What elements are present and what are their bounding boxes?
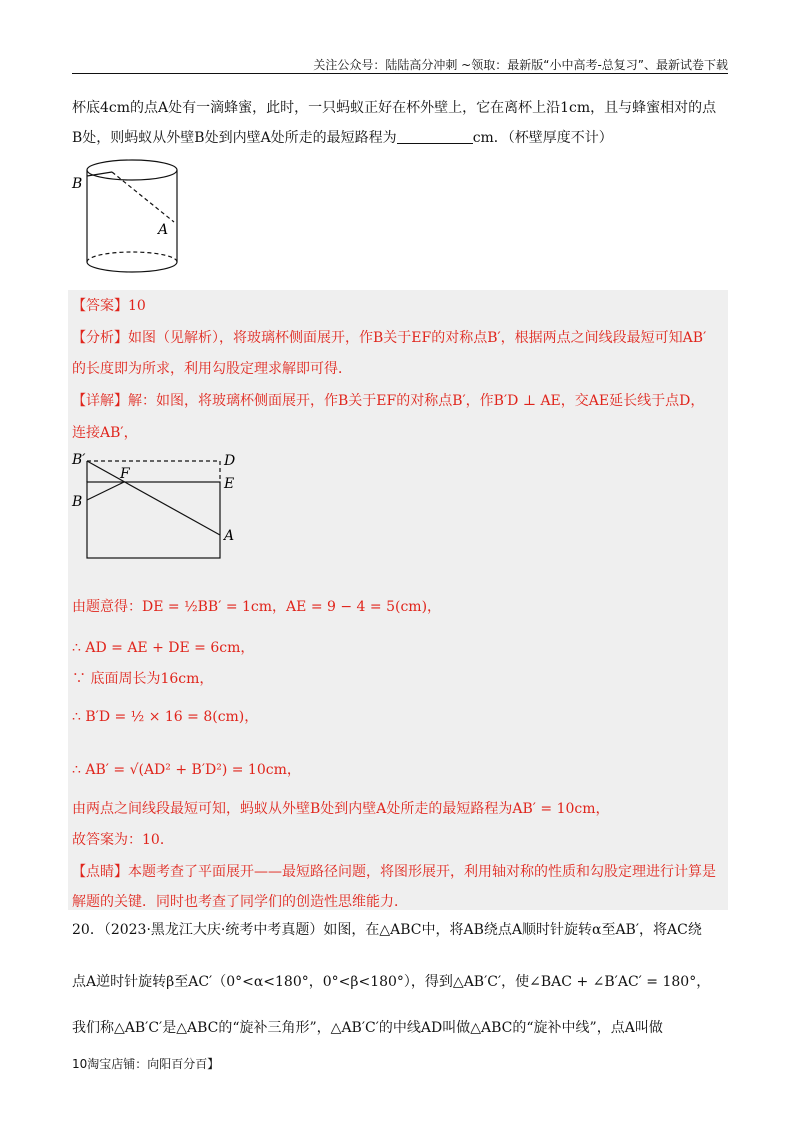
point-d-label: D <box>224 453 236 469</box>
cylinder-figure <box>70 150 190 280</box>
cylinder-bottom-back <box>87 252 177 262</box>
equation-4: ∴ B′D = ½ × 16 = 8(cm)， <box>72 709 259 725</box>
answer-blank <box>397 129 473 144</box>
point-f-label: F <box>120 466 130 482</box>
problem-20-line-2: 点A逆时针旋转β至AC′（0°<α<180°，0°<β<180°），得到△AB′C′，使∠BAC + ∠B′AC′ = 180°， <box>72 974 711 990</box>
segment-bprime-a <box>87 461 220 535</box>
comment-line-1: 【点睛】本题考查了平面展开——最短路径问题，将图形展开，利用轴对称的性质和勾股定理进行计算是 <box>72 864 716 880</box>
page-footer: 10淘宝店铺：向阳百分百】 <box>72 1057 220 1071</box>
final-answer-line: 故答案为：10． <box>72 832 174 848</box>
point-b2-label: B <box>72 494 83 510</box>
equation-2: ∴ AD = AE + DE = 6cm， <box>72 640 255 656</box>
point-bprime-label: B′ <box>72 452 86 468</box>
unfolded-rectangle <box>87 482 220 558</box>
point-a2-label: A <box>224 528 235 544</box>
comment-line-2: 解题的关键．同时也考查了同学们的创造性思维能力． <box>72 894 408 910</box>
conclusion-line: 由两点之间线段最短可知，蚂蚁从外壁B处到内壁A处所走的最短路程为AB′ = 10cm， <box>72 801 610 817</box>
point-b-label: B <box>72 176 83 192</box>
detail-line-2: 连接AB′， <box>72 425 138 441</box>
point-a-label: A <box>158 222 169 238</box>
problem-20-line-1: 20．（2023·黑龙江大庆·统考中考真题）如图，在△ABC中，将AB绕点A顺时针旋转α至AB′，将AC绕 <box>72 922 702 938</box>
equation-5: ∴ AB′ = √(AD² + B′D²) = 10cm， <box>72 762 301 778</box>
problem-line-1: 杯底4cm的点A处有一滴蜂蜜，此时，一只蚂蚁正好在杯外壁上，它在离杯上沿1cm，且与蜂蜜相对的点 <box>72 100 717 116</box>
problem-line-2-pre: B处，则蚂蚁从外壁B处到内壁A处所走的最短路程为 <box>72 130 397 146</box>
answer-line: 【答案】10 <box>72 298 146 314</box>
analysis-line-1: 【分析】如图（见解析），将玻璃杯侧面展开，作B关于EF的对称点B′，根据两点之间线段最短可知AB′ <box>72 330 707 346</box>
header-rule <box>72 73 728 74</box>
cylinder-bottom-front <box>87 262 177 272</box>
problem-line-2-post: cm．（杯壁厚度不计） <box>472 130 613 146</box>
point-e-label: E <box>224 476 235 492</box>
detail-line-1: 【详解】解：如图，将玻璃杯侧面展开，作B关于EF的对称点B′，作B′D ⊥ AE，交AE延长线于点D， <box>72 393 705 409</box>
page-header: 关注公众号：陆陆高分冲刺 ~领取：最新版“小中高考-总复习”、最新试卷下载 <box>313 58 728 72</box>
problem-20-line-3: 我们称△AB′C′是△ABC的“旋补三角形”，△AB′C′的中线AD叫做△ABC的“旋补中线”，点A叫做 <box>72 1020 663 1036</box>
equation-1: 由题意得：DE = ½BB′ = 1cm，AE = 9 − 4 = 5(cm)， <box>72 599 442 615</box>
analysis-line-2: 的长度即为所求，利用勾股定理求解即可得． <box>72 361 352 377</box>
equation-3: ∵ 底面周长为16cm， <box>72 671 214 687</box>
cylinder-top-ellipse <box>87 160 177 180</box>
unfolded-figure <box>70 448 250 568</box>
segment-b-f <box>87 482 124 500</box>
problem-line-2 <box>72 128 728 148</box>
